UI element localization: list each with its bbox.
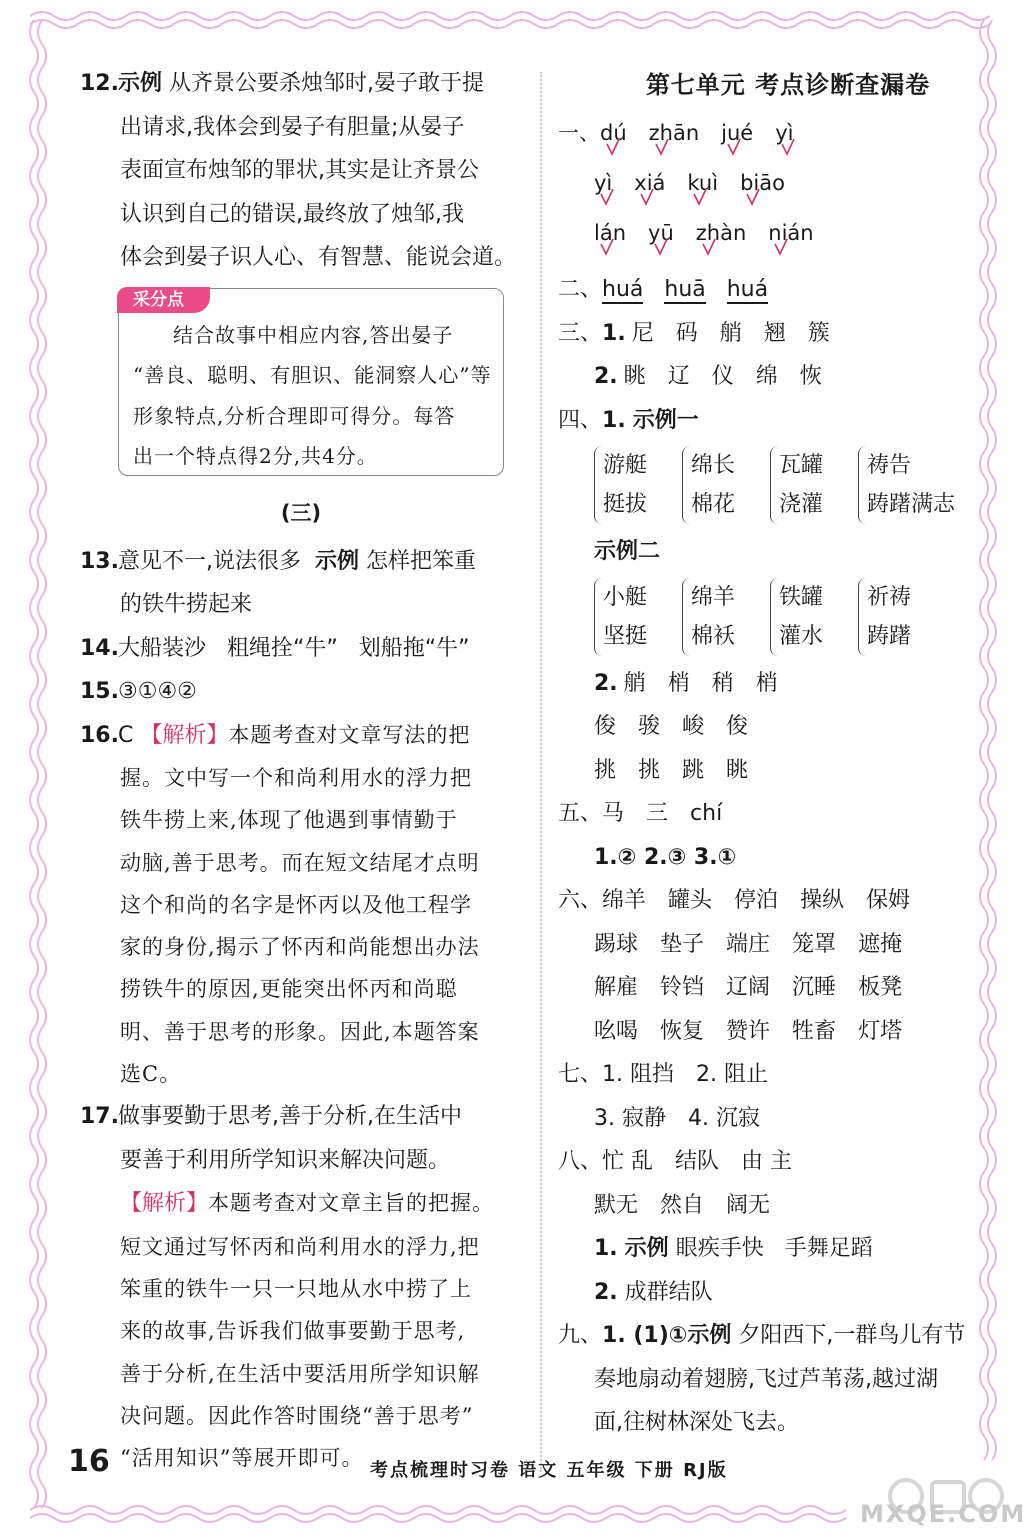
word: 游艇 — [603, 453, 648, 478]
char-answer: 尼 — [631, 320, 654, 346]
s9-text: 夕阳西下,一群鸟儿有节 — [738, 1323, 966, 1348]
word: 棉袄 — [691, 623, 736, 649]
s5-strokes: 三 — [646, 801, 669, 826]
s4-example-1-groups — [558, 446, 988, 524]
s8-label: 八、 — [558, 1149, 603, 1174]
check-mark-icon — [702, 238, 716, 256]
s9-row-3: 面,往树林深处飞去。 — [594, 1410, 799, 1435]
char-answer: 梢 — [667, 670, 690, 696]
char-answer: 稍 — [711, 670, 734, 696]
word: 吆喝 — [594, 1018, 639, 1044]
pinyin-answer: huā — [664, 277, 706, 302]
q17-line-7: 善于分析,在生活中要活用所学知识解 — [120, 1361, 480, 1386]
word-group — [858, 446, 988, 524]
check-mark-icon — [600, 188, 614, 206]
word: 牲畜 — [792, 1018, 837, 1044]
s4-example-2-label: 示例二 — [594, 539, 661, 564]
q13-line-1 — [80, 540, 522, 584]
pinyin-text: yū — [648, 221, 674, 245]
scoring-line-2: “善良、聪明、有胆识、能洞察人心”等 — [133, 363, 492, 387]
pinyin-text: zhān — [648, 121, 700, 145]
scoring-points-box — [118, 288, 504, 476]
char-answer: 仪 — [711, 364, 734, 389]
word: 赞许 — [726, 1018, 771, 1044]
word: 铃铛 — [660, 975, 705, 1000]
word: 踢球 — [594, 931, 639, 957]
q16-line-4: 动脑,善于思考。而在短文结尾才点明 — [120, 850, 480, 875]
s4-part2-row-3 — [558, 749, 988, 793]
word: 小艇 — [603, 584, 648, 610]
word-group — [770, 578, 848, 656]
q17-line-4: 短文通过写怀丙和尚利用水的浮力,把 — [120, 1234, 480, 1259]
char-answer: 挑 — [638, 757, 661, 783]
scoring-line-4: 出一个特点得2分,共4分。 — [133, 444, 378, 468]
watermark-text: MXQE.COM — [860, 1500, 1026, 1528]
word-group — [858, 578, 988, 656]
word: 端庄 — [726, 931, 771, 957]
s4-part2-row-1 — [558, 662, 988, 706]
s9-example-label: 示例 — [687, 1323, 732, 1348]
word-group — [682, 446, 760, 524]
q17-line-8: 决问题。因此作答时围绕“善于思考” — [120, 1404, 474, 1429]
word: 手舞足蹈 — [784, 1236, 873, 1261]
word-group — [770, 446, 848, 524]
pinyin-answer: huá — [602, 277, 644, 302]
column-divider — [540, 72, 542, 1472]
word: 祈祷 — [867, 584, 912, 610]
char-answer: 峻 — [682, 714, 705, 739]
char-answer: 艄 — [623, 670, 646, 696]
s3-item-number: 2. — [594, 364, 618, 389]
q15-answer: ③①④② — [118, 679, 197, 704]
pinyin-text: yì — [775, 121, 794, 145]
q15-line — [80, 670, 522, 714]
q13-answer: 意见不一,说法很多 — [118, 548, 301, 574]
s1-row-2 — [558, 158, 988, 208]
check-mark-icon — [655, 138, 669, 156]
char-answer: 恢 — [799, 364, 822, 389]
word: 绵长 — [691, 453, 736, 478]
word: 然自 — [660, 1192, 705, 1218]
s9-item-number: 1. (1)① — [602, 1323, 688, 1348]
q16-line-6: 家的身份,揭示了怀丙和尚能想出办法 — [120, 935, 480, 960]
char-answer: 俊 — [726, 714, 749, 739]
check-mark-icon — [640, 188, 654, 206]
pinyin-item — [594, 208, 626, 258]
word: 眼疾手快 — [675, 1236, 764, 1261]
word: 垫子 — [660, 931, 705, 957]
word: 恢复 — [660, 1018, 705, 1044]
pinyin-item — [594, 158, 612, 208]
s1-row-1 — [558, 108, 988, 158]
char-answer: 眺 — [726, 757, 749, 783]
s5-pinyin: chí — [690, 801, 723, 826]
q14-line — [80, 627, 522, 671]
s9-row-1 — [558, 1314, 988, 1358]
s6-row-4 — [558, 1010, 988, 1054]
s6-label: 六、 — [558, 888, 603, 913]
q17-number: 17. — [80, 1104, 119, 1130]
check-mark-icon — [781, 138, 795, 156]
pinyin-item — [648, 208, 674, 258]
word: 结队 — [675, 1149, 720, 1174]
left-column — [80, 62, 522, 1480]
q17-line-6: 来的故事,告诉我们做事要勤于思考, — [120, 1319, 466, 1344]
q17-analysis-text: 本题考查对文章主旨的把握。 — [208, 1191, 495, 1216]
q16-line-1 — [80, 714, 522, 758]
word: 遮掩 — [858, 931, 903, 957]
s2-line — [558, 268, 988, 312]
q16-line-3: 铁牛捞上来,体现了他遇到事情勤于 — [120, 808, 458, 833]
q17-answer: 做事要勤于思考,善于分析,在生活中 — [118, 1104, 462, 1130]
word: 阔无 — [726, 1192, 771, 1218]
char-answer: 绵 — [755, 364, 778, 389]
scoring-line-1: 结合故事中相应内容,答出晏子 — [173, 322, 454, 347]
word: 灯塔 — [858, 1018, 903, 1044]
s4-item-number: 2. — [594, 670, 618, 696]
q14-c: 划船拖“牛” — [358, 635, 470, 661]
s8-row-2 — [558, 1184, 988, 1228]
q12-line-3: 表面宣布烛邹的罪状,其实是让齐景公 — [120, 158, 479, 183]
scoring-points-tag: 采分点 — [117, 287, 210, 313]
word: 绵羊 — [602, 888, 647, 913]
right-column — [558, 62, 988, 1445]
char-answer: 俊 — [594, 714, 617, 739]
char-answer: 簇 — [807, 320, 830, 346]
pinyin-item — [634, 158, 665, 208]
char-answer: 跳 — [682, 757, 705, 783]
word-group — [594, 446, 672, 524]
decorative-border-left — [26, 20, 52, 1516]
s6-row-3 — [558, 966, 988, 1010]
book-title: 考点梳理时习卷 语文 五年级 下册 RJ版 — [370, 1460, 728, 1481]
pinyin-text: biāo — [740, 171, 785, 195]
word: 3. 寂静 — [594, 1105, 666, 1131]
q16-line-8: 明、善于思考的形象。因此,本题答案 — [120, 1019, 480, 1044]
section-heading-3: (三) — [280, 500, 322, 525]
char-answer: 翘 — [763, 320, 786, 346]
q14-b: 粗绳拴“牛” — [227, 635, 338, 661]
s7-row-1 — [558, 1053, 988, 1097]
decorative-border-top — [30, 8, 996, 34]
s5-row-1 — [558, 792, 988, 836]
pinyin-item — [740, 158, 785, 208]
word-group — [594, 578, 672, 656]
check-mark-icon — [600, 238, 614, 256]
s6-row-2 — [558, 923, 988, 967]
word: 停泊 — [734, 888, 779, 913]
q17-line-5: 笨重的铁牛一只一只地从水中捞了上 — [120, 1277, 472, 1302]
s3-row-2 — [558, 355, 988, 399]
s6-row-1 — [558, 879, 988, 923]
s3-item-number: 1. — [602, 320, 626, 346]
q17-line-1 — [80, 1095, 522, 1139]
check-mark-icon — [654, 238, 668, 256]
q13-number: 13. — [80, 548, 119, 574]
s3-label: 三、 — [558, 320, 603, 346]
check-mark-icon — [606, 138, 620, 156]
s4-part2-row-2 — [558, 705, 988, 749]
page-number: 16 — [68, 1444, 110, 1479]
check-mark-icon — [693, 188, 707, 206]
pinyin-text: kuì — [687, 171, 719, 195]
pinyin-text: jué — [721, 121, 754, 145]
word: 4. 沉寂 — [687, 1105, 760, 1131]
s8-item-number: 2. — [594, 1279, 618, 1305]
s9-label: 九、 — [558, 1323, 603, 1348]
q12-example-label: 示例 — [118, 71, 163, 96]
word: 绵羊 — [691, 584, 736, 610]
q17-line-9: “活用知识”等展开即可。 — [120, 1446, 364, 1471]
pinyin-item — [775, 108, 793, 158]
scoring-line-3: 形象特点,分析合理即可得分。每答 — [133, 403, 456, 428]
word: 棉花 — [691, 492, 736, 517]
word: 操纵 — [800, 888, 845, 913]
pinyin-item — [721, 108, 753, 158]
pinyin-text: xiá — [634, 171, 666, 195]
s5-row-2: 1.② 2.③ 3.① — [594, 844, 737, 870]
pinyin-item — [600, 108, 627, 158]
pinyin-item — [649, 108, 700, 158]
word: 瓦罐 — [779, 453, 824, 478]
q17-analysis-tag: 【解析】 — [120, 1191, 209, 1217]
q12-text: 从齐景公要杀烛邹时,晏子敢于提 — [169, 71, 485, 96]
s1-row-3 — [558, 208, 988, 258]
word: 忙 乱 — [602, 1149, 654, 1174]
s5-radical: 马 — [602, 801, 625, 826]
q16-line-2: 握。文中写一个和尚利用水的浮力把 — [120, 766, 472, 790]
pinyin-item — [687, 158, 718, 208]
word: 铁罐 — [779, 584, 824, 610]
q13-example-label: 示例 — [315, 548, 360, 574]
word: 踌躇 — [867, 623, 912, 649]
q16-analysis-text: 本题考查对文章写法的把 — [228, 722, 471, 747]
q12-line-4: 认识到自己的错误,最终放了烛邹,我 — [120, 201, 464, 227]
s4-label: 四、 — [558, 407, 603, 433]
pinyin-answer: huá — [726, 277, 769, 302]
char-answer: 辽 — [667, 364, 690, 389]
pinyin-item — [696, 208, 747, 258]
char-answer: 艄 — [719, 320, 742, 346]
s3-row-1 — [558, 312, 988, 356]
q16-line-9: 选C。 — [120, 1062, 182, 1087]
q16-number: 16. — [80, 722, 119, 748]
word: 浇灌 — [779, 492, 824, 517]
pinyin-text: yì — [594, 171, 613, 195]
word: 默无 — [594, 1192, 639, 1218]
word: 辽阔 — [726, 975, 771, 1000]
char-answer: 骏 — [638, 714, 661, 739]
word: 由 主 — [741, 1149, 793, 1174]
char-answer: 梢 — [755, 670, 778, 696]
s4-example-1-label: 示例一 — [632, 407, 699, 433]
word-group — [682, 578, 760, 656]
pinyin-text: zhàn — [695, 221, 747, 245]
word: 1. 阻挡 — [602, 1062, 674, 1087]
s5-label: 五、 — [558, 801, 603, 826]
q16-line-7: 捞铁牛的原因,更能突出怀丙和尚聪 — [120, 977, 458, 1002]
check-mark-icon — [774, 238, 788, 256]
q12-line-2: 出请求,我体会到晏子有胆量;从晏子 — [120, 114, 465, 140]
s4-example-2-groups — [558, 578, 988, 656]
s7-row-2 — [558, 1097, 988, 1141]
s7-label: 七、 — [558, 1062, 603, 1087]
s2-label: 二、 — [558, 277, 603, 302]
word: 解雇 — [594, 975, 639, 1000]
word: 坚挺 — [603, 623, 648, 649]
char-answer: 码 — [675, 320, 698, 346]
q13-line-2: 的铁牛捞起来 — [120, 592, 253, 617]
s8-item-number: 1. — [594, 1236, 618, 1261]
q16-analysis-tag: 【解析】 — [140, 722, 229, 748]
word: 祷告 — [867, 453, 912, 478]
s8-row-1 — [558, 1140, 988, 1184]
q13-example: 怎样把笨重 — [366, 548, 477, 574]
unit-title: 第七单元 考点诊断查漏卷 — [645, 71, 931, 99]
page-footer — [60, 1444, 960, 1490]
q12-line-5: 体会到晏子识人心、有智慧、能说会道。 — [120, 245, 517, 270]
q12-line-1 — [80, 62, 522, 106]
q12-number: 12. — [80, 71, 119, 96]
check-mark-icon — [746, 188, 760, 206]
word: 笼罩 — [792, 931, 837, 957]
word: 挺拔 — [603, 492, 648, 517]
q17-line-2: 要善于利用所学知识来解决问题。 — [120, 1147, 451, 1173]
q14-a: 大船装沙 — [118, 635, 207, 661]
char-answer: 挑 — [594, 757, 617, 783]
q16-answer: C — [118, 722, 134, 748]
s4-item-number: 1. — [602, 407, 626, 433]
q16-line-5: 这个和尚的名字是怀丙以及他工程学 — [120, 892, 472, 917]
s8-row-3 — [558, 1227, 988, 1271]
word: 成群结队 — [624, 1279, 713, 1305]
s8-row-4 — [558, 1271, 988, 1315]
word: 板凳 — [858, 975, 903, 1000]
s9-row-2: 奏地扇动着翅膀,飞过芦苇荡,越过湖 — [594, 1366, 938, 1392]
s8-example-label: 示例 — [624, 1236, 669, 1261]
pinyin-text: dú — [600, 121, 627, 145]
pinyin-text: lán — [594, 221, 627, 245]
word: 灌水 — [779, 623, 824, 649]
q15-number: 15. — [80, 679, 119, 704]
pinyin-text: nián — [768, 221, 814, 245]
word: 罐头 — [668, 888, 713, 913]
q14-number: 14. — [80, 635, 119, 661]
s1-label: 一、 — [558, 121, 600, 145]
word: 保姆 — [866, 888, 911, 913]
word: 沉睡 — [792, 975, 837, 1000]
check-mark-icon — [727, 138, 741, 156]
pinyin-item — [768, 208, 813, 258]
word: 2. 阻止 — [696, 1062, 768, 1087]
s4-head — [558, 399, 988, 443]
word: 踌躇满志 — [867, 492, 956, 517]
q17-line-3 — [80, 1182, 522, 1226]
char-answer: 眺 — [623, 364, 646, 389]
